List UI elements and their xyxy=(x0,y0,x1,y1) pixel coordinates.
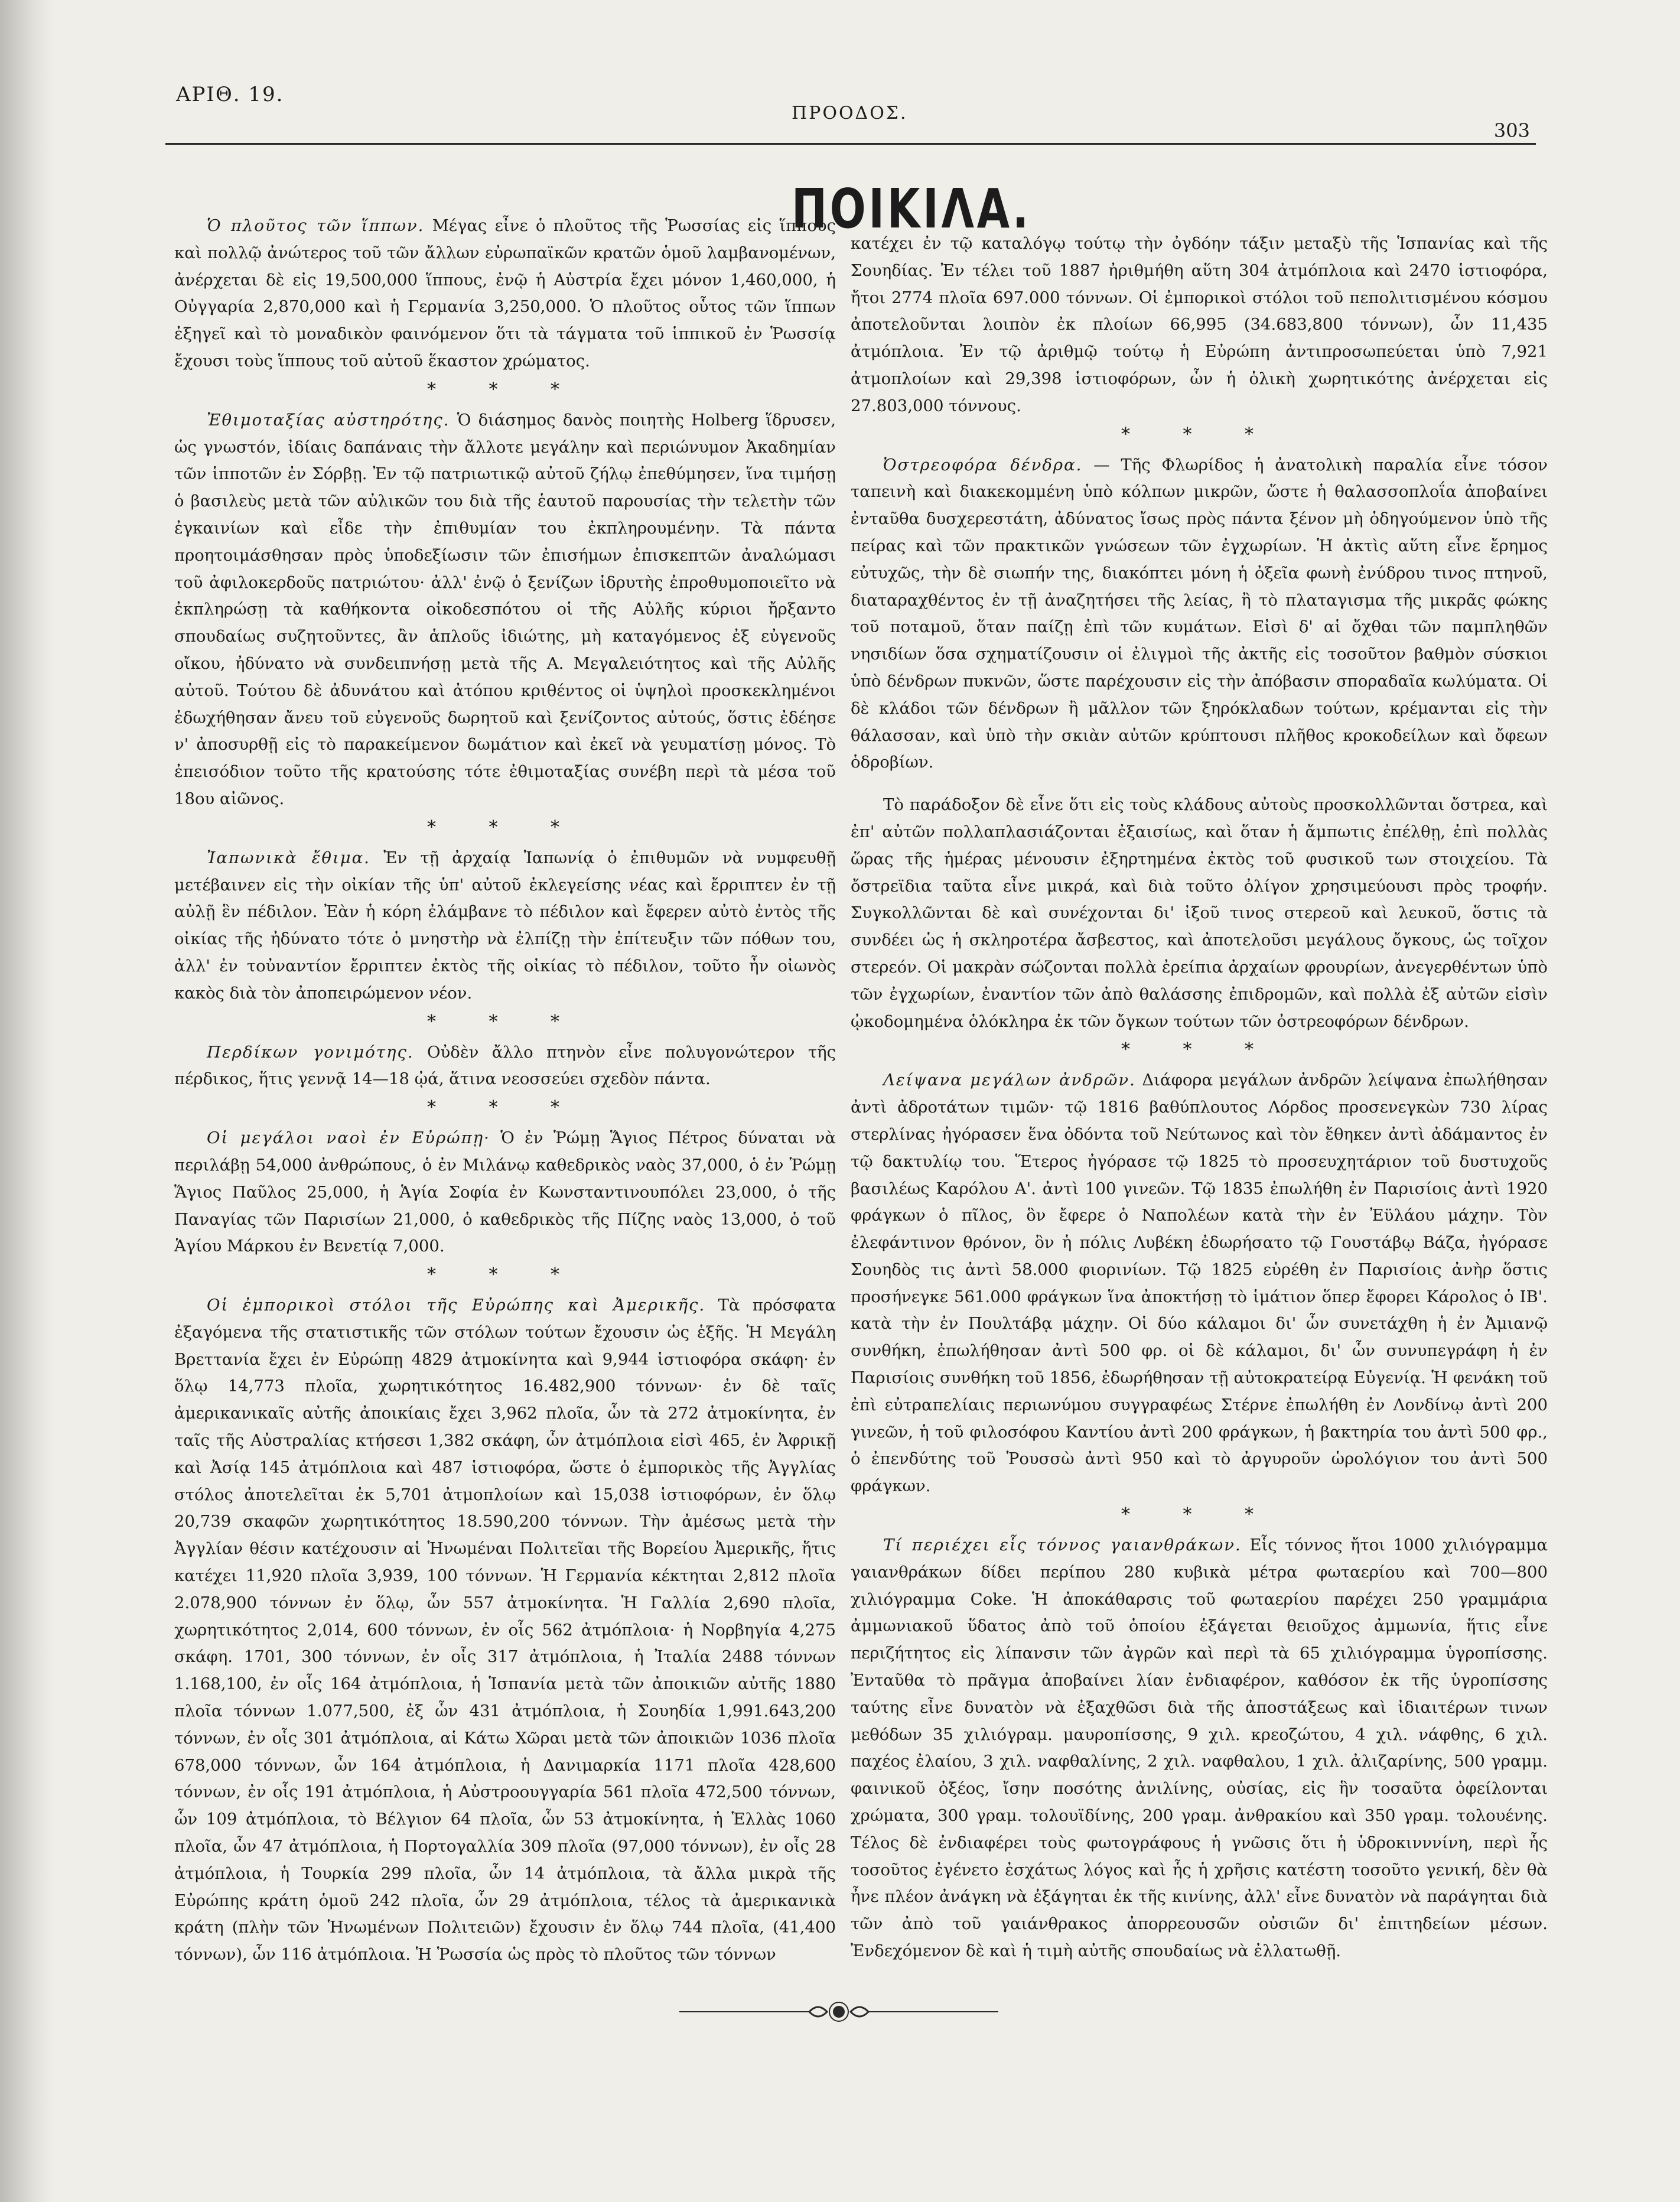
article-merchant-fleets: Οἱ ἐμπορικοὶ στόλοι τῆς Εὐρώπης καὶ Ἀμερικῆς. Τὰ πρόσφατα ἐξαγόμενα τῆς στατιστικῆς τῶν στόλων τούτων ἔχουσιν ὡς ἑξῆς. Ἡ Μεγάλη Βρεττανία ἔχει ἐν Εὐρώπῃ 4829 ἀτμοκίνητα καὶ 9,944 ἱστιοφόρα σκάφη· ἐν ὅλῳ 14,773 πλοῖα, χωρητικότητος 16.482,900 τόννων· ἐν δὲ ταῖς ἀμερικανικαῖς αὐτῆς ἀποικίαις ἔχει 3,962 πλοῖα, ὧν τὰ 272 ἀτμοκίνητα, ἐν ταῖς τῆς Αὐστραλίας κτήσεσι 1,382 σκάφη, ὧν ἀτμόπλοια εἰσὶ 465, ἐν Ἀφρικῇ καὶ Ἀσίᾳ 145 ἀτμόπλοια καὶ 487 ἱστιοφόρα, ὥστε ὁ ἐμπορικὸς τῆς Ἀγγλίας στόλος ἀποτελεῖται ἐκ 5,701 ἀτμοπλοίων καὶ 15,038 ἱστιοφόρων, ἐν ὅλῳ 20,739 σκαφῶν χωρητικότητος 18.590,200 τόννων. Τὴν ἀμέσως μετὰ τὴν Ἀγγλίαν θέσιν κατέχουσιν αἱ Ἡνωμέναι Πολιτεῖαι τῆς Βορείου Ἀμερικῆς, ἥτις κατέχει 11,920 πλοῖα 3,939, 100 τόννων. Ἡ Γερμανία κέκτηται 2,812 πλοῖα 2.078,900 τόννων ἐν ὅλῳ, ὧν 557 ἀτμοκίνητα. Ἡ Γαλλία 2,690 πλοῖα, χωρητικότητος 2,014, 600 τόννων, ἐν οἷς 562 ἀτμόπλοια· ἡ Νορβηγία 4,275 σκάφη. 1701, 300 τόννων, ἐν οἷς 317 ἀτμόπλοια, ἡ Ἰταλία 2488 τόννων 1.168,100, ἐν οἷς 164 ἀτμόπλοια, ἡ Ἱσπανία μετὰ τῶν ἀποικιῶν αὐτῆς 1880 πλοῖα τόννων 1.077,500, ἐξ ὧν 431 ἀτμόπλοια, ἡ Σουηδία 1,991.643,200 τόννων, ἐν οἷς 301 ἀτμόπλοια, αἱ Κάτω Χῶραι μετὰ τῶν ἀποικιῶν 1036 πλοῖα 678,000 τόννων, ὧν 164 ἀτμόπλοια, ἡ Δανιμαρκία 1171 πλοῖα 428,600 τόννων, ἐν οἷς 191 ἀτμόπλοια, ἡ Αὐστροουγγαρία 561 πλοῖα 472,500 τόννων, ὧν 109 ἀτμόπλοια, τὸ Βέλγιον 64 πλοῖα, ὧν 53 ἀτμοκίνητα, ἡ Ἑλλὰς 1060 πλοῖα, ὧν 47 ἀτμόπλοια, ἡ Πορτογαλλία 309 πλοῖα (97,000 τόννων), ἐν οἷς 28 ἀτμόπλοια, ἡ Τουρκία 299 πλοῖα, ὧν 14 ἀτμόπλοια, τὰ ἄλλα μικρὰ τῆς Εὐρώπης κράτη ὁμοῦ 242 πλοῖα, ὧν 29 ἀτμόπλοια, τέλος τὰ ἀμερικανικὰ κράτη (πλὴν τῶν Ἡνωμένων Πολιτειῶν) ἔχουσιν ἐν ὅλῳ 744 πλοῖα, (41,400 τόννων), ὧν 116 ἀτμόπλοια. Ἡ Ῥωσσία ὡς πρὸς τὸ πλοῦτος τῶν τόννων xyxy=(174,1296,836,1964)
article-oyster-trees-2: Τὸ παράδοξον δὲ εἶνε ὅτι εἰς τοὺς κλάδους αὐτοὺς προσκολλῶνται ὄστρεα, καὶ ἐπ' αὐτῶν πολλαπλασιάζονται ἐξαισίως, καὶ ὅταν ἡ ἄμπωτις ἐπέλθῃ, ἐπὶ πολλὰς ὥρας τῆς ἡμέρας μένουσιν ἐξηρτημένα ἐκτὸς τοῦ φυσικοῦ των στοιχείου. Τὰ ὄστρεϊδια ταῦτα εἶνε μικρά, καὶ διὰ τοῦτο ὀλίγον χρησιμεύουσι πρὸς τροφήν. Συγκολλῶνται δὲ καὶ συνέχονται δι' ἰξοῦ τινος στερεοῦ καὶ λευκοῦ, ὅστις τὰ συνδέει ὡς ἡ σκληροτέρα ἄσβεστος, καὶ ἀποτελοῦσι μεγάλους ὄγκους, ὡς τοῖχον στερεόν. Οἱ μακρὰν σώζονται πολλὰ ἐρείπια ἀρχαίων φρουρίων, ἀνεγερθέντων ὑπὸ τῶν ἐγχωρίων, ἐναντίον τῶν ἀπὸ θαλάσσης ἐπιδρομῶν, καὶ πολλὰ ἐξ αὐτῶν εἰσὶν ᾠκοδομημένα ὁλόκληρα ἐκ τῶν ὄγκων τούτων τῶν ὀστρεοφόρων δένδρων. xyxy=(851,795,1548,1031)
section-title: ΠΟΙΚΙΛΑ. xyxy=(792,177,1031,240)
separator: * * * xyxy=(1121,1504,1278,1526)
article-great-churches: Οἱ μεγάλοι ναοὶ ἐν Εὐρώπῃ· Ὁ ἐν Ῥώμῃ Ἅγιος Πέτρος δύναται νὰ περιλάβῃ 54,000 ἀνθρώπους, ὁ ἐν Μιλάνῳ καθεδρικὸς ναὸς 37,000, ὁ ἐν Ῥώμῃ Ἅγιος Παῦλος 25,000, ἡ Ἁγία Σοφία ἐν Κωνσταντινουπόλει 23,000, ὁ τῆς Παναγίας τῶν Παρισίων 21,000, ὁ καθεδρικὸς τῆς Πίζης ναὸς 13,000, ὁ τοῦ Ἁγίου Μάρκου ἐν Βενετίᾳ 7,000. xyxy=(174,1128,836,1256)
separator: * * * xyxy=(426,1264,584,1286)
article-horses: Ὁ πλοῦτος τῶν ἵππων. Μέγας εἶνε ὁ πλοῦτος τῆς Ῥωσσίας εἰς ἵππους καὶ πολλῷ ἀνώτερος τοῦ τῶν ἄλλων εὐρωπαϊκῶν κρατῶν ὁμοῦ λαμβανομένων, ἀνέρχεται δὲ εἰς 19,500,000 ἵππους, ἐνῷ ἡ Αὐστρία ἔχει μόνον 1,460,000, ἡ Οὐγγαρία 2,870,000 καὶ ἡ Γερμανία 3,250,000. Ὁ πλοῦτος οὗτος τῶν ἵππων ἐξηγεῖ καὶ τὸ μοναδικὸν φαινόμενον ὅτι τὰ τάγματα τοῦ ἱππικοῦ ἐν Ῥωσσίᾳ ἔχουσι τοὺς ἵππους τοῦ αὐτοῦ ἕκαστον χρώματος. xyxy=(174,216,836,370)
end-ornament-icon xyxy=(673,2000,1004,2024)
article-etiquette: Ἐθιμοταξίας αὐστηρότης. Ὁ διάσημος δανὸς ποιητὴς Holberg ἵδρυσεν, ὡς γνωστόν, ἰδίαις δαπάναις τὴν ἄλλοτε μεγάλην καὶ περιώνυμον Ἀκαδημίαν τῶν ἱπποτῶν ἐν Σόρβῃ. Ἐν τῷ πατριωτικῷ αὐτοῦ ζήλῳ ἐπεθύμησεν, ἵνα τιμήσῃ ὁ βασιλεὺς μετὰ τῶν αὐλικῶν του διὰ τῆς ἑαυτοῦ παρουσίας τὴν τελετὴν τῶν ἐγκαινίων καὶ εἶδε τὴν ἐπιθυμίαν του ἐκπληρουμένην. Τὰ πάντα προητοιμάσθησαν πρὸς ὑποδεξίωσιν τῶν ἐπισήμων ἐπισκεπτῶν ἀναλώμασι τοῦ ἀφιλοκερδοῦς πατριώτου· ἀλλ' ἐνῷ ὁ ξενίζων ἱδρυτὴς ἐπροθυμοποιεῖτο νὰ ἐκπληρώσῃ τὰ καθήκοντα οἰκοδεσπότου οἱ τῆς Αὐλῆς κύριοι ἤρξαντο σπουδαίως συζητοῦντες, ἂν ἁπλοῦς ἰδιώτης, μὴ καταγόμενος ἐξ εὐγενοῦς οἴκου, ἠδύνατο νὰ συνδειπνήσῃ μετὰ τῆς Α. Μεγαλειότητος καὶ τῆς Αὐλῆς αὐτοῦ. Τούτου δὲ ἀδυνάτου καὶ ἀτόπου κριθέντος οἱ ὑψηλοὶ προσκεκλημένοι ἐδωχήθησαν ἄνευ τοῦ εὐγενοῦς δωρητοῦ καὶ ξενίζοντος αὐτούς, ὅστις ἐδέησε ν' ἀποσυρθῇ εἰς τὸ παρακείμενον δωμάτιον καὶ ἐκεῖ νὰ γευματίσῃ μόνος. Τὸ ἐπεισόδιον τοῦτο τῆς κρατούσης τότε ἐθιμοταξίας συνέβη περὶ τὰ μέσα τοῦ 18ου αἰῶνος. xyxy=(174,410,836,808)
page-header xyxy=(165,77,1530,142)
separator: * * * xyxy=(1121,1039,1278,1061)
article-japanese-customs: Ἰαπωνικὰ ἔθιμα. Ἐν τῇ ἀρχαίᾳ Ἰαπωνίᾳ ὁ ἐπιθυμῶν νὰ νυμφευθῇ μετέβαινεν εἰς τὴν οἰκίαν τῆς ὑπ' αὐτοῦ ἐκλεγείσης νέας καὶ ἔρριπτεν ἐν τῇ αὐλῇ ἓν πέδιλον. Ἐὰν ἡ κόρη ἐλάμβανε τὸ πέδιλον καὶ ἔφερεν αὐτὸ ἐντὸς τῆς οἰκίας τῆς ἠδύνατο τότε ὁ μνηστὴρ νὰ ἐλπίζῃ τὴν ἐπίτευξιν τῶν πόθων του, ἀλλ' ἐν τοὐναντίον ἔρριπτεν ἐκτὸς τῆς οἰκίας τὸ πέδιλον, τοῦτο ἦν οἰωνὸς κακὸς διὰ τὸν ἀποπειρώμενον νέον. xyxy=(174,848,836,1003)
page-number: 303 xyxy=(1493,119,1530,142)
issue-number: ΑΡΙΘ. 19. xyxy=(176,83,284,106)
article-partridge: Περδίκων γονιμότης. Οὐδὲν ἄλλο πτηνὸν εἶνε πολυγονώτερον τῆς πέρδικος, ἥτις γεννᾷ 14—18 ᾠά, ἅτινα νεοσσεύει σχεδὸν πάντα. xyxy=(174,1042,836,1089)
header-rule xyxy=(165,143,1536,145)
paragraph-gap xyxy=(851,776,1548,792)
binding-shadow xyxy=(0,0,53,2202)
article-relics: Λείψανα μεγάλων ἀνδρῶν. Διάφορα μεγάλων ἀνδρῶν λείψανα ἐπωλήθησαν ἀντὶ ἀδροτάτων τιμῶν· τῷ 1816 βαθύπλουτος Λόρδος προσενεγκὼν 730 λίρας στερλίνας ἠγόρασεν ἕνα ὀδόντα τοῦ Νεύτωνος καὶ τὸν ἔθηκεν ἀντὶ ἀδάμαντος ἐν τῷ δακτυλίῳ του. Ἕτερος ἠγόρασε τῷ 1825 τὸ προσευχητάριον τοῦ δυστυχοῦς βασιλέως Καρόλου Α'. ἀντὶ 100 γινεῶν. Τῷ 1835 ἐπωλήθη ἐν Παρισίοις ἀντὶ 1920 φράγκων ὁ πῖλος, ὃν ἔφερε ὁ Ναπολέων κατὰ τὴν ἐν Ἐϋλάου μάχην. Τὸν ἐλεφάντινον θρόνον, ὃν ἡ πόλις Λυβέκη ἐδωρήσατο τῷ Γουστάβῳ Βάζα, ἠγόρασε Σουηδὸς τις ἀντὶ 58.000 φιορινίων. Τῷ 1825 εὑρέθη ἐν Παρισίοις ἀνὴρ ὅστις προσήνεγκε 561.000 φράγκων ἵνα ἀποκτήσῃ τὸ ἱμάτιον ὅπερ ἔφορει Κάρολος ὁ ΙΒ'. κατὰ τὴν ἐν Πουλτάβᾳ μάχην. Οἱ δύο κάλαμοι δι' ὧν συνετάχθη ἡ ἐν Ἀμιανῷ συνθήκη, ἐπωλήθησαν ἀντὶ 500 φρ. οἱ δὲ κάλαμοι, δι' ὧν συνυπεγράφη ἡ ἐν Παρισίοις συνθήκη τοῦ 1856, ἐδωρήθησαν τῇ αὐτοκρατείρᾳ Εὐγενίᾳ. Ἡ φενάκη τοῦ ἐπὶ εὐτραπελίαις περιωνύμου συγγραφέως Στέρνε ἐπωλήθη ἐν Λονδίνῳ ἀντὶ 200 γινεῶν, ἡ τοῦ φιλοσόφου Καντίου ἀντὶ 200 φράγκων, ἡ βακτηρία του ἀντὶ 500 φρ., ὁ ἐπενδύτης τοῦ Ῥουσσὼ ἀντὶ 950 καὶ τὸ ἀργυροῦν ὡρολόγιον του ἀντὶ 500 φράγκων. xyxy=(851,1071,1548,1496)
separator: * * * xyxy=(426,817,584,838)
left-column xyxy=(174,213,836,1969)
right-column xyxy=(851,230,1548,1965)
article-merchant-fleets-continued: κατέχει ἐν τῷ καταλόγῳ τούτῳ τὴν ὀγδόην τάξιν μεταξὺ τῆς Ἱσπανίας καὶ τῆς Σουηδίας. Ἐν τέλει τοῦ 1887 ἠριθμήθη αὕτη 304 ἀτμόπλοια καὶ 2470 ἱστιοφόρα, ἤτοι 2774 πλοῖα 697.000 τόννων. Οἱ ἐμπορικοὶ στόλοι τοῦ πεπολιτισμένου κόσμου ἀποτελοῦνται λοιπὸν ἐκ πλοίων 66,995 (34.683,800 τόννων), ὧν 11,435 ἀτμόπλοια. Ἐν τῷ ἀριθμῷ τούτῳ ἡ Εὐρώπη ἀντιπροσωπεύεται ὑπὸ 7,921 ἀτμοπλοίων καὶ 29,398 ἱστιοφόρων, ὧν ἡ ὁλικὴ χωρητικότης ἀνέρχεται εἰς 27.803,000 τόννους. xyxy=(851,234,1548,415)
separator: * * * xyxy=(426,1097,584,1118)
article-coal: Τί περιέχει εἷς τόννος γαιανθράκων. Εἷς τόννος ἤτοι 1000 χιλιόγραμμα γαιανθράκων δίδει περίπου 280 κυβικὰ μέτρα φωταερίου καὶ 700—800 χιλιόγραμμα Coke. Ἡ ἀποκάθαρσις τοῦ φωταερίου παρέχει 250 γραμμάρια ἀμμωνιακοῦ ὕδατος ἀπὸ τοῦ ὁποίου ἐξάγεται θειοῦχος ἀμμωνία, ἥτις εἶνε περιζήτητος εἰς λίπανσιν τῶν ἀγρῶν καὶ περὶ τὰ 65 χιλιόγραμμα ὑγροπίσσης. Ἐνταῦθα τὸ πρᾶγμα ἀποβαίνει λίαν ἐνδιαφέρον, καθόσον ἐκ τῆς ὑγροπίσσης ταύτης εἶνε δυνατὸν νὰ ἐξαχθῶσι διὰ τῆς ἀποστάξεως καὶ ἰδιαιτέρων τινων μεθόδων 35 χιλιόγραμ. μαυροπίσσης, 9 χιλ. κρεοζώτου, 4 χιλ. νάφθης, 6 χιλ. παχέος ἐλαίου, 3 χιλ. ναφθαλίνης, 2 χιλ. ναφθαλου, 1 χιλ. ἀλιζαρίνης, 500 γραμμ. φαινικοῦ ὀξέος, ἴσην ποσότης ἀνιλίνης, οὐσίας, εἰς ἣν τοσαῦτα ὀφείλονται χρώματα, 300 γραμ. τολουϊδίνης, 200 γραμ. ἀνθρακίου καὶ 350 γραμ. τολουένης. Τέλος δὲ ἐνδιαφέρει τοὺς φωτογράφους ἡ γνῶσις ὅτι ἡ ὑδροκινννίνη, περὶ ἧς τοσοῦτος ἐγένετο ἐσχάτως λόγος καὶ ἧς ἡ χρῆσις κατέστη τοσοῦτο γενική, δὲν θὰ ἦνε πλέον ἀνάγκη νὰ ἐξάγηται ἐκ τῆς κινίνης, ἀλλ' εἶνε δυνατὸν νὰ παράγηται διὰ τῶν ἀπὸ τοῦ γαιάνθρακος ἀπορρεουσῶν οὐσιῶν δι' ἐπιτηδείων μέσων. Ἐνδεχόμενον δὲ καὶ ἡ τιμὴ αὐτῆς σπουδαίως νὰ ἐλλατωθῇ. xyxy=(851,1536,1548,1961)
separator: * * * xyxy=(426,379,584,400)
separator: * * * xyxy=(426,1011,584,1032)
separator: * * * xyxy=(1121,424,1278,445)
article-oyster-trees: Ὀστρεοφόρα δένδρα. — Τῆς Φλωρίδος ἡ ἀνατολικὴ παραλία εἶνε τόσον ταπεινὴ καὶ διακεκομμένη ὑπὸ κόλπων μικρῶν, ὥστε ἡ θαλασσοπλοΐα ἀποβαίνει ἐνταῦθα δυσχερεστάτη, ἀδύνατος ἴσως πρὸς πάντα ξένον μὴ ὁδηγούμενον ὑπὸ τῆς πείρας καὶ τῶν πρακτικῶν γνώσεων τῶν ἐγχωρίων. Ἡ ἀκτὶς αὕτη εἶνε ἔρημος εὐτυχῶς, τὴν δὲ σιωπήν της, διακόπτει μόνη ἡ ὀξεῖα φωνὴ ἐνύδρου τινος πτηνοῦ, διαταραχθέντος ἐν τῇ ἀναζητήσει τῆς λείας, ἢ τὸ πλαταγισμα τῆς μικρᾶς φώκης τοῦ ποταμοῦ, ὅταν παίζῃ ἐπὶ τῶν κυμάτων. Εἰσὶ δ' αἱ ὄχθαι τῶν παμπληθῶν νησιδίων ὅσα σχηματίζουσιν οἱ ἐλιγμοὶ τῆς ἀκτῆς εἰς τοσοῦτον βαθμὸν σύσκιοι ὑπὸ δένδρων πυκνῶν, ὥστε παρέχουσιν εἰς τὴν ἀπόβασιν σποραδαῖα κωλύματα. Οἱ δὲ κλάδοι τῶν δένδρων ἢ μᾶλλον τῶν ξηρόκλαδων τούτων, κρέμανται εἰς τὴν θάλασσαν, καὶ ὑπὸ τὴν σκιὰν αὐτῶν κρύπτουσι πλῆθος κροκοδείλων καὶ ὄφεων ὁδροβίων. xyxy=(851,455,1548,772)
journal-title: ΠΡΟΟΔΟΣ. xyxy=(792,103,908,123)
